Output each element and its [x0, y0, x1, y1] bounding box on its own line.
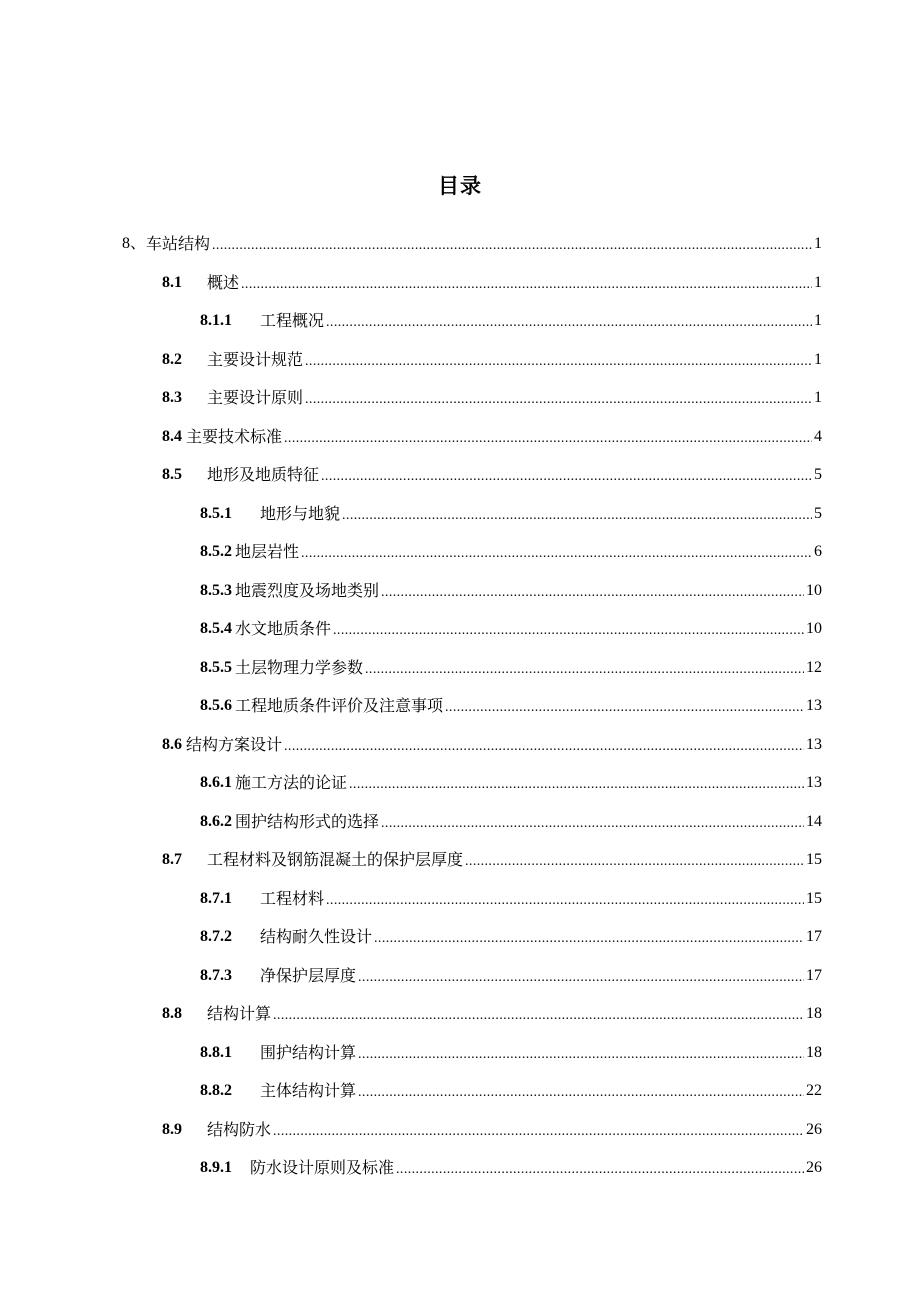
- toc-entry-8[interactable]: [122, 225, 822, 263]
- toc-number: 8.1.1: [200, 312, 232, 329]
- toc-label: 施工方法的论证: [235, 773, 348, 792]
- toc-entry-8-8[interactable]: [162, 995, 822, 1033]
- toc-page-number: 26: [806, 1159, 822, 1176]
- toc-label: 概述: [207, 272, 240, 292]
- toc-number: 8.5.1: [200, 504, 232, 522]
- toc-entry-8-5-5[interactable]: [200, 649, 822, 687]
- toc-page-number: 22: [806, 1082, 822, 1099]
- toc-page-number: 6: [814, 543, 822, 560]
- toc-number: 8.5.3: [200, 581, 232, 599]
- toc-number: 8.8: [162, 1005, 182, 1022]
- toc-label: 工程材料及钢筋混凝土的保护层厚度: [207, 850, 464, 869]
- dot-leader: [358, 1074, 804, 1112]
- toc-entry-8-1[interactable]: [162, 264, 822, 302]
- toc-label: 地震烈度及场地类别: [235, 580, 380, 600]
- toc-page-number: 1: [814, 273, 822, 291]
- toc-entry-8-5[interactable]: [162, 456, 822, 494]
- toc-number: 8.3: [162, 389, 182, 406]
- toc-entry-8-6[interactable]: [162, 726, 822, 764]
- toc-entry-8-5-3[interactable]: [200, 572, 822, 610]
- toc-number: 8.1: [162, 273, 182, 291]
- toc-number: 8.8.1: [200, 1043, 232, 1061]
- toc-page-number: 1: [814, 235, 822, 252]
- dot-leader: [365, 651, 804, 689]
- toc-label: 工程材料: [260, 888, 325, 908]
- toc-label: 结构防水: [207, 1119, 272, 1139]
- toc-entry-8-8-1[interactable]: [200, 1034, 822, 1072]
- toc-number: 8.8.2: [200, 1082, 232, 1099]
- toc-page-number: 4: [814, 427, 822, 445]
- toc-page-number: 14: [806, 812, 822, 830]
- toc-entry-8-7[interactable]: [162, 841, 822, 879]
- toc-label: 工程概况: [260, 311, 325, 330]
- dot-leader: [305, 343, 812, 381]
- toc-label: 地层岩性: [235, 542, 300, 561]
- toc-page-number: 13: [806, 774, 822, 791]
- toc-number: 8.9: [162, 1120, 182, 1138]
- toc-number: 8.6.2: [200, 812, 232, 830]
- toc-label: 结构计算: [207, 1004, 272, 1023]
- toc-page-number: 1: [814, 350, 822, 368]
- dot-leader: [349, 766, 804, 804]
- toc-number: 8.7.2: [200, 928, 232, 945]
- toc-page-number: 18: [806, 1043, 822, 1061]
- toc-number: 8.5.5: [200, 658, 232, 676]
- dot-leader: [465, 843, 804, 881]
- toc-page-number: 13: [806, 697, 822, 714]
- dot-leader: [396, 1151, 804, 1189]
- toc-label: 结构方案设计: [186, 734, 283, 754]
- toc-page-number: 17: [806, 928, 822, 945]
- toc-page-number: 5: [814, 504, 822, 522]
- dot-leader: [273, 1113, 804, 1151]
- toc-label: 围护结构形式的选择: [235, 811, 380, 831]
- toc-label: 结构耐久性设计: [260, 927, 373, 946]
- toc-entry-8-9[interactable]: [162, 1111, 822, 1149]
- toc-label: 地形及地质特征: [207, 465, 320, 484]
- toc-page-number: 1: [814, 389, 822, 406]
- toc-label: 围护结构计算: [260, 1042, 357, 1062]
- toc-page-number: 10: [806, 581, 822, 599]
- toc-number: 8.6: [162, 735, 182, 753]
- toc-number: 8.5.4: [200, 620, 232, 637]
- toc-entry-8-8-2[interactable]: [200, 1072, 822, 1110]
- toc-page-number: 15: [806, 851, 822, 868]
- toc-number: 8.4: [162, 427, 182, 445]
- toc-page-number: 26: [806, 1120, 822, 1138]
- toc-page-number: 17: [806, 966, 822, 984]
- toc-entry-8-6-1[interactable]: [200, 764, 822, 802]
- dot-leader: [381, 574, 804, 612]
- toc-page-number: 13: [806, 735, 822, 753]
- toc-title: 目录: [438, 174, 482, 198]
- toc-number: 8.5: [162, 466, 182, 483]
- toc-number: 8.5.2: [200, 543, 232, 560]
- dot-leader: [326, 304, 812, 342]
- toc-number: 8.7: [162, 851, 182, 868]
- toc-number: 8.7.3: [200, 966, 232, 984]
- toc-entry-8-1-1[interactable]: [200, 302, 822, 340]
- toc-entry-8-7-3[interactable]: [200, 957, 822, 995]
- dot-leader: [381, 805, 804, 843]
- toc-number: 8.7.1: [200, 889, 232, 907]
- toc-page-number: 12: [806, 658, 822, 676]
- dot-leader: [326, 882, 804, 920]
- dot-leader: [445, 689, 804, 727]
- toc-label: 净保护层厚度: [260, 965, 357, 985]
- dot-leader: [212, 227, 812, 265]
- dot-leader: [358, 959, 804, 997]
- toc-entry-8-9-1[interactable]: [200, 1149, 822, 1187]
- toc-number: 8.2: [162, 350, 182, 368]
- toc-entry-8-5-2[interactable]: [200, 533, 822, 571]
- dot-leader: [321, 458, 812, 496]
- toc-page-number: 5: [814, 466, 822, 483]
- dot-leader: [374, 920, 804, 958]
- toc-label: 主要设计原则: [207, 388, 304, 407]
- toc-number: 8.6.1: [200, 774, 232, 791]
- toc-entry-8-3[interactable]: [162, 379, 822, 417]
- toc-entry-8-5-4[interactable]: [200, 610, 822, 648]
- toc-number: 8.9.1: [200, 1159, 232, 1176]
- toc-label: 工程地质条件评价及注意事项: [235, 696, 444, 715]
- toc-entry-8-6-2[interactable]: [200, 803, 822, 841]
- toc-entry-8-4[interactable]: [162, 418, 822, 456]
- dot-leader: [284, 420, 812, 458]
- dot-leader: [301, 535, 812, 573]
- toc-label: 地形与地貌: [260, 503, 341, 523]
- toc-number: 8、: [122, 235, 147, 252]
- toc-page-number: 18: [806, 1005, 822, 1022]
- toc-number: 8.5.6: [200, 697, 232, 714]
- dot-leader: [241, 266, 812, 304]
- toc-label: 水文地质条件: [235, 619, 332, 638]
- toc-page-number: 15: [806, 889, 822, 907]
- toc-page-number: 1: [814, 312, 822, 329]
- toc-entry-8-5-6[interactable]: [200, 687, 822, 725]
- dot-leader: [342, 497, 812, 535]
- toc-entry-8-2[interactable]: [162, 341, 822, 379]
- toc-page-number: 10: [806, 620, 822, 637]
- dot-leader: [284, 728, 804, 766]
- dot-leader: [305, 381, 812, 419]
- toc-label: 主体结构计算: [260, 1081, 357, 1100]
- dot-leader: [273, 997, 804, 1035]
- dot-leader: [333, 612, 804, 650]
- toc-entry-8-7-1[interactable]: [200, 880, 822, 918]
- toc-label: 主要技术标准: [186, 426, 283, 446]
- toc-entry-8-7-2[interactable]: [200, 918, 822, 956]
- dot-leader: [358, 1036, 804, 1074]
- toc-label: 土层物理力学参数: [235, 657, 364, 677]
- toc-label: 防水设计原则及标准: [250, 1158, 395, 1177]
- toc-label: 主要设计规范: [207, 349, 304, 369]
- toc-label: 车站结构: [146, 234, 211, 253]
- toc-entry-8-5-1[interactable]: [200, 495, 822, 533]
